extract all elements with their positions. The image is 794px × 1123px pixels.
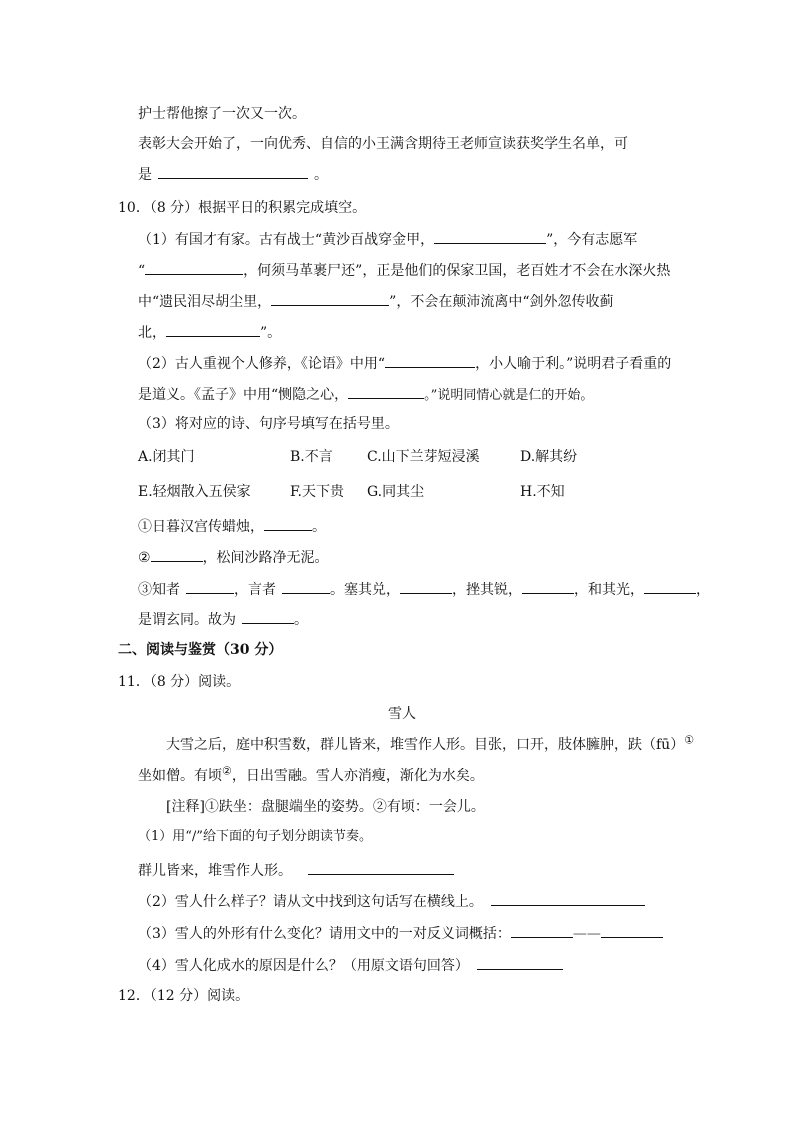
question-11-header — [118, 672, 240, 692]
text: 。 — [314, 167, 328, 183]
answer-blank[interactable] — [282, 579, 330, 594]
answer-blank[interactable] — [385, 353, 475, 368]
text: （2）古人重视个人修养，《论语》中用“ — [138, 356, 386, 372]
text: 是道义。《孟子》中用“恻隐之心， — [138, 387, 349, 403]
text-line — [138, 547, 329, 567]
question-12-header — [118, 986, 249, 1006]
text: ③知者 — [138, 582, 180, 598]
answer-blank[interactable] — [308, 860, 454, 875]
text: （4）雪人化成水的原因是什么？（用原文语句回答） — [138, 958, 469, 974]
options-row-1 — [0, 447, 794, 467]
text: ，挫其锐， — [452, 582, 522, 598]
option-g: G.同其尘 — [367, 484, 425, 500]
text-line — [138, 579, 710, 599]
text-line — [138, 134, 628, 154]
text: 群儿皆来，堆雪作人形。 — [138, 863, 292, 879]
text-line — [138, 260, 670, 280]
text: 中“遗民泪尽胡尘里， — [138, 294, 272, 310]
option-c: C.山下兰芽短浸溪 — [367, 449, 480, 465]
text: ，和其光， — [574, 582, 644, 598]
answer-blank[interactable] — [264, 516, 312, 531]
text-line — [138, 384, 593, 404]
option-a: A.闭其门 — [138, 449, 195, 465]
answer-blank[interactable] — [271, 291, 389, 306]
section-heading — [118, 640, 282, 660]
text-line — [138, 353, 671, 373]
answer-blank[interactable] — [644, 579, 696, 594]
text: ”。 — [260, 325, 282, 341]
answer-blank[interactable] — [400, 579, 452, 594]
text-line — [138, 955, 563, 975]
text: ，松间沙路净无泥。 — [202, 550, 329, 566]
text: 北， — [138, 325, 166, 341]
text: 。塞其兑， — [330, 582, 400, 598]
dash-separator: —— — [572, 926, 601, 942]
text-line — [138, 891, 645, 911]
passage-title — [388, 704, 416, 724]
answer-blank[interactable] — [158, 164, 308, 179]
answer-blank[interactable] — [242, 609, 294, 624]
answer-blank[interactable] — [511, 923, 573, 938]
option-e: E.轻烟散入五侯家 — [138, 484, 251, 500]
text: 11．（8 分）阅读。 — [118, 674, 241, 690]
text: 12．（12 分）阅读。 — [118, 988, 250, 1004]
footnote-marker: ① — [684, 733, 695, 747]
passage-line — [138, 766, 484, 786]
text: 二、阅读与鉴赏（30 分） — [118, 642, 283, 658]
text: 。 — [312, 519, 326, 535]
annotation-note — [166, 797, 485, 817]
text: 是 — [138, 167, 152, 183]
text-line — [138, 414, 399, 434]
answer-blank[interactable] — [522, 579, 574, 594]
text: ，小人喻于利。”说明君子看重的 — [475, 356, 672, 372]
answer-blank[interactable] — [434, 229, 546, 244]
text-line — [138, 291, 614, 311]
text-line — [138, 827, 372, 847]
text-line — [138, 923, 663, 943]
answer-blank[interactable] — [348, 384, 424, 399]
option-b: B.不言 — [290, 449, 333, 465]
option-f: F.天下贵 — [290, 484, 344, 500]
text: 雪人 — [388, 706, 416, 722]
answer-blank[interactable] — [477, 955, 563, 970]
text: （1）用“/”给下面的句子划分朗读节奏。 — [138, 829, 372, 844]
text: ，何须马革裹尸还”，正是他们的保家卫国，老百姓才不会在水深火热 — [243, 263, 671, 279]
text: 是谓玄同。故为 — [138, 612, 236, 628]
text-line — [138, 609, 308, 629]
text: 10．（8 分）根据平日的积累完成填空。 — [118, 200, 367, 216]
text: （2）雪人什么样子？请从文中找到这句话写在横线上。 — [138, 894, 483, 910]
answer-blank[interactable] — [491, 891, 645, 906]
option-h: H.不知 — [520, 484, 565, 500]
text: （3）将对应的诗、句序号填写在括号里。 — [138, 416, 399, 432]
text-line — [138, 860, 454, 880]
text-line — [138, 516, 326, 536]
text: ①日暮汉宫传蜡烛， — [138, 519, 264, 535]
text: ，言者 — [234, 582, 276, 598]
text: 表彰大会开始了，一向优秀、自信的小王满含期待王老师宣读获奖学生名单，可 — [138, 136, 628, 152]
answer-blank[interactable] — [601, 923, 663, 938]
text: 大雪之后，庭中积雪数，群儿皆来，堆雪作人形。目张，口开，肢体臃肿，趺（fū） — [166, 737, 685, 753]
answer-blank[interactable] — [145, 260, 243, 275]
text: ”，今有志愿军 — [546, 232, 638, 248]
text: ，日出雪融。雪人亦消瘦，渐化为水矣。 — [231, 768, 484, 784]
answer-blank[interactable] — [151, 547, 203, 562]
text: ② — [138, 550, 151, 566]
passage-line — [166, 735, 694, 755]
text: “ — [138, 263, 146, 279]
text-line — [138, 229, 637, 249]
answer-blank[interactable] — [166, 322, 260, 337]
text: 坐如僧。有顷 — [138, 768, 222, 784]
text-line — [138, 322, 281, 342]
footnote-marker: ② — [222, 764, 232, 778]
text: ”，不会在颠沛流离中“剑外忽传收蓟 — [389, 294, 614, 310]
text: ， — [696, 582, 710, 598]
text: （3）雪人的外形有什么变化？请用文中的一对反义词概括： — [138, 926, 511, 942]
option-d: D.解其纷 — [520, 449, 578, 465]
text: 。 — [294, 612, 308, 628]
text: [注释]①趺坐：盘腿端坐的姿势。②有顷：一会儿。 — [166, 799, 485, 815]
text: 。”说明同情心就是仁的开始。 — [424, 388, 594, 403]
text: 护士帮他擦了一次又一次。 — [138, 106, 306, 122]
answer-blank[interactable] — [186, 579, 234, 594]
text-line — [138, 104, 306, 124]
question-10-header — [118, 198, 366, 218]
options-row-2 — [0, 482, 794, 502]
text: （1）有国才有家。古有战士“黄沙百战穿金甲， — [138, 232, 435, 248]
text-line — [138, 164, 328, 184]
